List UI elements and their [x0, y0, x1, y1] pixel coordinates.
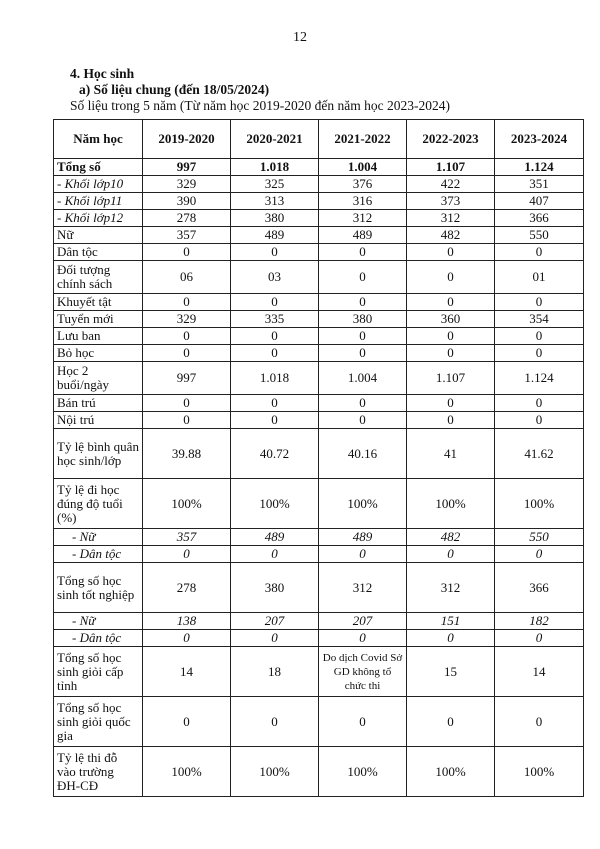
student-statistics-table — [53, 119, 584, 797]
row-label: Tổng số — [54, 159, 143, 176]
row-label: Tỷ lệ bình quân học sinh/lớp — [54, 429, 143, 479]
page-number: 12 — [293, 30, 307, 45]
row-value-cell: 0 — [495, 412, 584, 429]
row-value-cell: 0 — [319, 546, 407, 563]
section-title: 4. Học sinh — [70, 66, 135, 81]
row-value-cell: 489 — [319, 529, 407, 546]
row-value-cell: 0 — [495, 294, 584, 311]
row-value-cell: 482 — [407, 529, 495, 546]
table-caption: Số liệu trong 5 năm (Từ năm học 2019-2020 đến năm học 2023-2024) — [70, 98, 450, 113]
row-value-cell: 357 — [143, 529, 231, 546]
row-value-cell: 100% — [143, 479, 231, 529]
table-header-row — [54, 120, 584, 159]
row-label: Tổng số học sinh tốt nghiệp — [54, 563, 143, 613]
table-row — [54, 563, 584, 613]
row-value-cell: 0 — [407, 261, 495, 294]
table-row — [54, 176, 584, 193]
row-label: Khuyết tật — [54, 294, 143, 311]
header-year-2021-2022: 2021-2022 — [319, 120, 407, 159]
row-value-cell: 373 — [407, 193, 495, 210]
row-value-cell: 0 — [231, 328, 319, 345]
row-value-cell: 278 — [143, 563, 231, 613]
row-value-cell: 0 — [495, 630, 584, 647]
row-value-cell: 41.62 — [495, 429, 584, 479]
row-value-cell: 422 — [407, 176, 495, 193]
table-row — [54, 311, 584, 328]
row-value-cell: 0 — [319, 630, 407, 647]
row-value-cell: 39.88 — [143, 429, 231, 479]
row-value-cell: 0 — [407, 294, 495, 311]
row-value-cell: 0 — [231, 244, 319, 261]
row-value-cell: 354 — [495, 311, 584, 328]
row-value-cell: 1.018 — [231, 159, 319, 176]
row-value-cell: 0 — [495, 328, 584, 345]
row-value-cell: 100% — [495, 479, 584, 529]
row-value-cell: 316 — [319, 193, 407, 210]
table-row — [54, 362, 584, 395]
row-value-cell: 0 — [495, 345, 584, 362]
row-value-cell: 0 — [143, 546, 231, 563]
row-value-cell: 0 — [407, 546, 495, 563]
row-value-cell: 380 — [231, 210, 319, 227]
row-label: - Khối lớp10 — [54, 176, 143, 193]
row-value-cell: 335 — [231, 311, 319, 328]
row-value-cell: 100% — [495, 747, 584, 797]
table-row — [54, 429, 584, 479]
row-value-cell: 100% — [407, 479, 495, 529]
table-row — [54, 210, 584, 227]
row-value-cell: 0 — [143, 630, 231, 647]
row-value-cell: 207 — [231, 613, 319, 630]
row-value-cell: 313 — [231, 193, 319, 210]
row-value-cell: 1.124 — [495, 159, 584, 176]
row-value-cell: 0 — [407, 697, 495, 747]
row-value-cell: 0 — [495, 244, 584, 261]
row-label: Nữ — [54, 227, 143, 244]
row-value-cell: 0 — [407, 244, 495, 261]
row-value-cell: 0 — [407, 630, 495, 647]
row-value-cell: 0 — [407, 328, 495, 345]
row-value-cell: 0 — [319, 345, 407, 362]
row-value-cell: 100% — [319, 479, 407, 529]
row-value-cell: 0 — [319, 412, 407, 429]
row-value-cell: 312 — [319, 210, 407, 227]
row-value-cell: 01 — [495, 261, 584, 294]
row-label: - Khối lớp12 — [54, 210, 143, 227]
row-value-cell: 550 — [495, 529, 584, 546]
subsection-title: a) Số liệu chung (đến 18/05/2024) — [79, 82, 270, 97]
header-year-2023-2024: 2023-2024 — [495, 120, 584, 159]
header-school-year: Năm học — [54, 120, 143, 159]
row-value-cell: 0 — [231, 630, 319, 647]
table-row — [54, 244, 584, 261]
table-row — [54, 227, 584, 244]
row-value-cell: 0 — [143, 697, 231, 747]
row-value-cell: 366 — [495, 210, 584, 227]
row-value-cell: 0 — [143, 328, 231, 345]
table-row — [54, 613, 584, 630]
row-value-cell: 100% — [319, 747, 407, 797]
row-value-cell: 1.004 — [319, 362, 407, 395]
row-value-cell: 312 — [407, 563, 495, 613]
row-value-cell: 329 — [143, 176, 231, 193]
row-value-cell: 06 — [143, 261, 231, 294]
row-value-cell: 312 — [407, 210, 495, 227]
table-row — [54, 261, 584, 294]
row-value-cell: 550 — [495, 227, 584, 244]
row-value-cell: 0 — [231, 546, 319, 563]
row-value-cell: 18 — [231, 647, 319, 697]
row-value-cell: 0 — [319, 697, 407, 747]
row-value-cell: 0 — [143, 244, 231, 261]
row-value-cell: 0 — [319, 244, 407, 261]
row-value-cell: 14 — [143, 647, 231, 697]
row-value-cell: 0 — [231, 345, 319, 362]
row-value-cell: 489 — [231, 227, 319, 244]
row-value-cell: 0 — [319, 294, 407, 311]
row-label: - Khối lớp11 — [54, 193, 143, 210]
row-value-cell: 1.107 — [407, 159, 495, 176]
row-value-cell: 100% — [143, 747, 231, 797]
row-value-cell: 0 — [495, 395, 584, 412]
row-label: Tổng số học sinh giỏi cấp tỉnh — [54, 647, 143, 697]
row-value-cell: 357 — [143, 227, 231, 244]
row-value-cell: Do dịch Covid Sở GD không tổ chức thi — [319, 647, 407, 697]
row-value-cell: 0 — [143, 395, 231, 412]
row-value-cell: 329 — [143, 311, 231, 328]
table-row — [54, 395, 584, 412]
row-value-cell: 0 — [407, 345, 495, 362]
row-label: Học 2 buổi/ngày — [54, 362, 143, 395]
row-value-cell: 1.018 — [231, 362, 319, 395]
row-value-cell: 380 — [231, 563, 319, 613]
row-value-cell: 0 — [319, 261, 407, 294]
header-year-2020-2021: 2020-2021 — [231, 120, 319, 159]
row-value-cell: 0 — [143, 412, 231, 429]
row-value-cell: 376 — [319, 176, 407, 193]
row-value-cell: 15 — [407, 647, 495, 697]
table-body — [54, 159, 584, 797]
row-value-cell: 360 — [407, 311, 495, 328]
row-value-cell: 0 — [231, 697, 319, 747]
row-label: - Dân tộc — [54, 630, 143, 647]
row-value-cell: 997 — [143, 362, 231, 395]
row-value-cell: 100% — [407, 747, 495, 797]
row-value-cell: 0 — [407, 395, 495, 412]
table-row — [54, 294, 584, 311]
row-value-cell: 1.124 — [495, 362, 584, 395]
row-label: Tuyển mới — [54, 311, 143, 328]
row-value-cell: 1.107 — [407, 362, 495, 395]
row-label: Tỷ lệ thi đỗ vào trường ĐH-CĐ — [54, 747, 143, 797]
row-label: Tỷ lệ đi học đúng độ tuổi (%) — [54, 479, 143, 529]
row-value-cell: 312 — [319, 563, 407, 613]
row-label: Bán trú — [54, 395, 143, 412]
row-value-cell: 489 — [231, 529, 319, 546]
table-row — [54, 193, 584, 210]
row-value-cell: 407 — [495, 193, 584, 210]
table-row — [54, 479, 584, 529]
row-value-cell: 390 — [143, 193, 231, 210]
table-row — [54, 647, 584, 697]
table-row — [54, 546, 584, 563]
row-value-cell: 380 — [319, 311, 407, 328]
row-value-cell: 100% — [231, 479, 319, 529]
row-value-cell: 207 — [319, 613, 407, 630]
header-year-2022-2023: 2022-2023 — [407, 120, 495, 159]
row-label: - Nữ — [54, 613, 143, 630]
row-value-cell: 0 — [495, 546, 584, 563]
row-label: - Nữ — [54, 529, 143, 546]
row-value-cell: 100% — [231, 747, 319, 797]
row-label: Bỏ học — [54, 345, 143, 362]
row-value-cell: 14 — [495, 647, 584, 697]
row-value-cell: 41 — [407, 429, 495, 479]
table-row — [54, 747, 584, 797]
table-row — [54, 345, 584, 362]
row-label: Nội trú — [54, 412, 143, 429]
row-value-cell: 351 — [495, 176, 584, 193]
row-value-cell: 366 — [495, 563, 584, 613]
row-value-cell: 489 — [319, 227, 407, 244]
table-row — [54, 630, 584, 647]
row-value-cell: 1.004 — [319, 159, 407, 176]
row-value-cell: 151 — [407, 613, 495, 630]
row-value-cell: 138 — [143, 613, 231, 630]
header-year-2019-2020: 2019-2020 — [143, 120, 231, 159]
row-value-cell: 03 — [231, 261, 319, 294]
row-value-cell: 325 — [231, 176, 319, 193]
row-value-cell: 40.72 — [231, 429, 319, 479]
row-value-cell: 0 — [231, 294, 319, 311]
row-value-cell: 0 — [407, 412, 495, 429]
row-value-cell: 0 — [231, 395, 319, 412]
row-value-cell: 0 — [319, 328, 407, 345]
row-label: Lưu ban — [54, 328, 143, 345]
row-label: Dân tộc — [54, 244, 143, 261]
row-value-cell: 0 — [231, 412, 319, 429]
row-value-cell: 0 — [143, 294, 231, 311]
row-value-cell: 997 — [143, 159, 231, 176]
row-label: Tổng số học sinh giỏi quốc gia — [54, 697, 143, 747]
table-row — [54, 412, 584, 429]
table-row — [54, 159, 584, 176]
row-label: - Dân tộc — [54, 546, 143, 563]
row-label: Đối tượng chính sách — [54, 261, 143, 294]
row-value-cell: 0 — [319, 395, 407, 412]
row-value-cell: 482 — [407, 227, 495, 244]
row-value-cell: 0 — [495, 697, 584, 747]
table-row — [54, 697, 584, 747]
row-value-cell: 278 — [143, 210, 231, 227]
table-row — [54, 529, 584, 546]
row-value-cell: 0 — [143, 345, 231, 362]
table-row — [54, 328, 584, 345]
row-value-cell: 182 — [495, 613, 584, 630]
row-value-cell: 40.16 — [319, 429, 407, 479]
